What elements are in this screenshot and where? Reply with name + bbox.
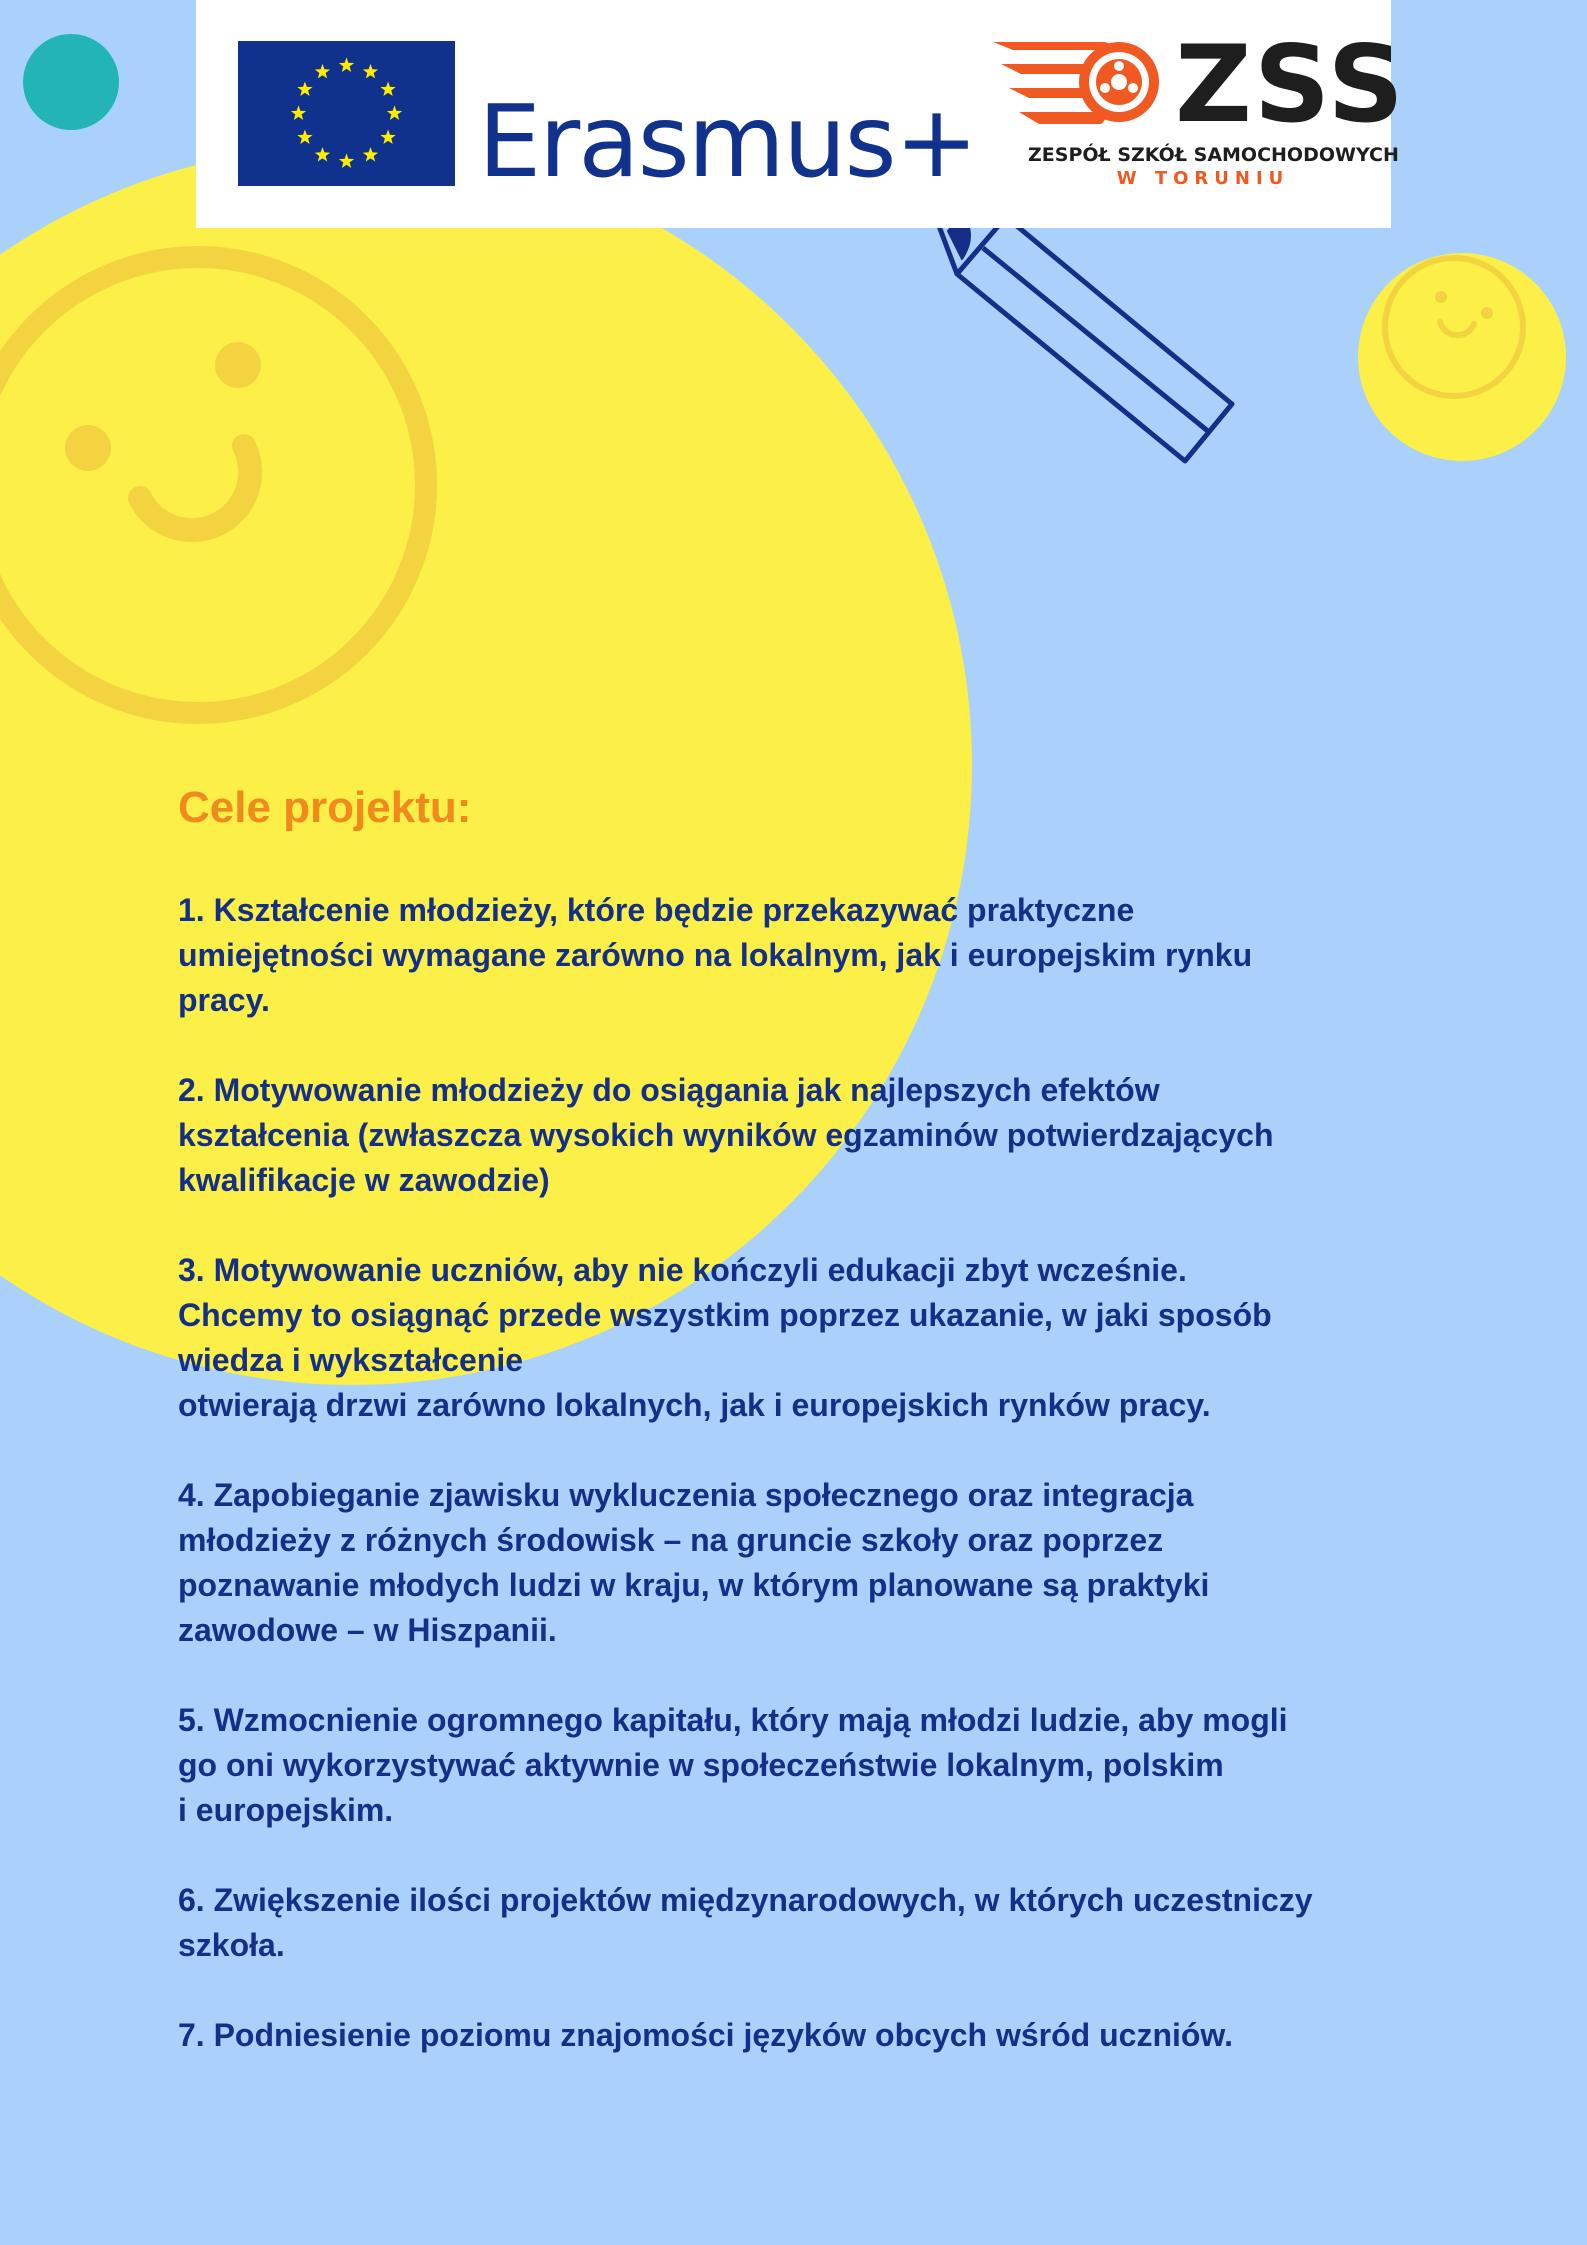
goal-line: wiedza i wykształcenie bbox=[178, 1342, 524, 1378]
goal-line: młodzieży z różnych środowisk – na gruncie szkoły oraz poprzez bbox=[178, 1522, 1164, 1558]
zss-full-name: ZESPÓŁ SZKÓŁ SAMOCHODOWYCH bbox=[1028, 144, 1399, 166]
goal-line: poznawanie młodych ludzi w kraju, w którym planowane są praktyki bbox=[178, 1567, 1210, 1603]
smiley-eye-left bbox=[65, 425, 111, 471]
goal-line: kwalifikacje w zawodzie) bbox=[178, 1162, 550, 1198]
small-smiley-eye-right bbox=[1481, 307, 1493, 319]
zss-city: W TORUNIU bbox=[1116, 168, 1290, 189]
page-title: Cele projektu: bbox=[178, 783, 472, 832]
goal-line: 5. Wzmocnienie ogromnego kapitału, który mają młodzi ludzie, aby mogli bbox=[178, 1702, 1288, 1738]
project-goals-section bbox=[178, 780, 1438, 2103]
goal-line: kształcenia (zwłaszcza wysokich wyników egzaminów potwierdzających bbox=[178, 1117, 1274, 1153]
goal-line: otwierają drzwi zarówno lokalnych, jak i europejskich rynków pracy. bbox=[178, 1387, 1211, 1423]
goal-item bbox=[178, 1878, 1438, 1968]
goal-line: 1. Kształcenie młodzieży, które będzie przekazywać praktyczne bbox=[178, 892, 1135, 928]
pencil-icon bbox=[933, 210, 1232, 461]
goal-item bbox=[178, 1068, 1438, 1203]
goal-line: 4. Zapobieganie zjawisku wykluczenia społecznego oraz integracja bbox=[178, 1477, 1194, 1513]
smiley-eye-right bbox=[215, 342, 261, 388]
goal-line: umiejętności wymagane zarówno na lokalnym, jak i europejskim rynku bbox=[178, 937, 1253, 973]
goal-line: i europejskim. bbox=[178, 1792, 394, 1828]
goal-line: pracy. bbox=[178, 982, 270, 1018]
header-logos-bar bbox=[196, 0, 1406, 228]
goal-line: go oni wykorzystywać aktywnie w społeczeństwie lokalnym, polskim bbox=[178, 1747, 1224, 1783]
eu-flag-icon bbox=[238, 41, 455, 186]
goal-line: szkoła. bbox=[178, 1927, 285, 1963]
goal-item bbox=[178, 888, 1438, 1023]
goal-line: 7. Podniesienie poziomu znajomości języków obcych wśród uczniów. bbox=[178, 2017, 1234, 2053]
goal-item bbox=[178, 1698, 1438, 1833]
zss-acronym: ZSS bbox=[1175, 23, 1406, 146]
goal-line: 2. Motywowanie młodzieży do osiągania jak najlepszych efektów bbox=[178, 1072, 1160, 1108]
goal-item bbox=[178, 1248, 1438, 1428]
teal-dot-shape bbox=[23, 34, 119, 130]
zss-school-logo bbox=[993, 23, 1406, 192]
goal-item bbox=[178, 1473, 1438, 1653]
goal-line: Chcemy to osiągnąć przede wszystkim poprzez ukazanie, w jaki sposób bbox=[178, 1297, 1272, 1333]
small-smiley-eye-left bbox=[1435, 291, 1447, 303]
zss-wheel-icon bbox=[993, 38, 1173, 138]
goal-item bbox=[178, 2013, 1438, 2058]
goal-line: 6. Zwiększenie ilości projektów międzynarodowych, w których uczestniczy bbox=[178, 1882, 1313, 1918]
erasmus-plus-wordmark: Erasmus+ bbox=[478, 83, 977, 200]
goal-line: 3. Motywowanie uczniów, aby nie kończyli edukacji zbyt wcześnie. bbox=[178, 1252, 1187, 1288]
goal-line: zawodowe – w Hiszpanii. bbox=[178, 1612, 557, 1648]
